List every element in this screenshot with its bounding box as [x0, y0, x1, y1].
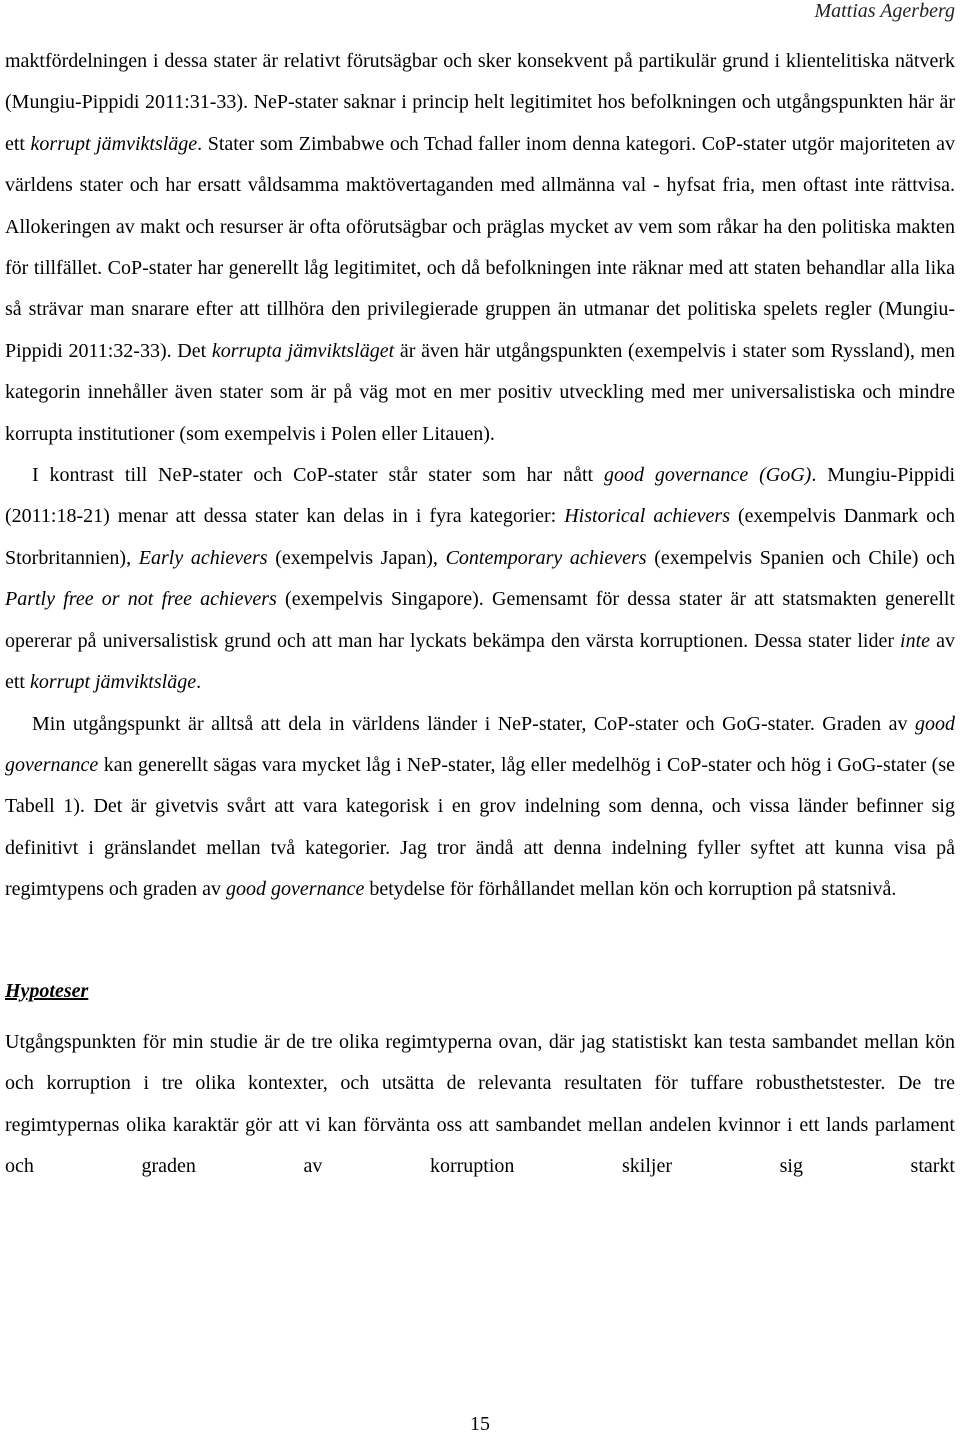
- running-header-author: Mattias Agerberg: [814, 0, 955, 22]
- italic-term: good governance: [5, 712, 955, 776]
- italic-term: good governance: [226, 878, 365, 901]
- section-heading: Hypoteser: [5, 979, 89, 1002]
- text-run: (exempelvis Spanien och Chile) och: [646, 546, 955, 569]
- text-run: (exempelvis Singapore). Gemensamt för dessa stater är att statsmakten generellt opererar på universalistisk grund och att man har lyckats bekämpa den värsta korruptionen. Dessa stater lider: [5, 588, 955, 652]
- section-paragraph: [5, 1022, 955, 1188]
- page-number: 15: [470, 1413, 490, 1435]
- text-run: (exempelvis Japan),: [267, 546, 446, 569]
- text-run: kan generellt sägas vara mycket låg i NeP-stater, låg eller medelhög i CoP-stater och hög i GoG-stater (se Tabell 1). Det är givetvis svårt att vara kategorisk i en grov indelning som denna, och vissa länder befinner sig definitivt i gränslandet mellan två kategorier. Jag tror ändå att denna indelning fyller syftet att kunna visa på regimtypens och graden av: [5, 753, 955, 901]
- italic-term: inte: [900, 629, 931, 652]
- text-run: I kontrast till NeP-stater och CoP-stater står stater som har nått: [32, 464, 604, 487]
- italic-term: Historical achievers: [564, 505, 730, 528]
- text-run: Utgångspunkten för min studie är de tre olika regimtyperna ovan, där jag statistiskt kan testa sambandet mellan kön och korruption i tre olika kontexter, och utsätta de relevanta resultaten för tuffare robusthetstester. De tre regimtypernas olika karaktär gör att vi kan förvänta oss att sambandet mellan andelen kvinnor i ett lands parlament och graden av korruption skiljer sig starkt: [5, 1030, 955, 1178]
- text-run: .: [196, 671, 202, 694]
- text-run: är även här utgångspunkten (exempelvis i stater som Ryssland), men kategorin innehåller även stater som är på väg mot en mer positiv utveckling med mer universalistiska och mindre korrupta institutioner (som exempelvis i Polen eller Litauen).: [5, 339, 956, 445]
- page-body: [5, 41, 955, 1188]
- italic-term: korrupt jämviktsläge: [30, 132, 198, 155]
- text-run: maktfördelningen i dessa stater är relativt förutsägbar och sker konsekvent på partikulär grund i klientelitiska nätverk (Mungiu-Pippidi 2011:31-33). NeP-stater saknar i princip helt legitimitet hos befolkningen och utgångspunkten här är ett: [5, 50, 955, 155]
- text-run: av ett: [5, 629, 955, 694]
- text-run: betydelse för förhållandet mellan kön och korruption på statsnivå.: [364, 878, 897, 901]
- italic-term: korrupta jämviktsläget: [211, 339, 395, 362]
- text-run: . Mungiu-Pippidi (2011:18-21) menar att dessa stater kan delas in i fyra kategorier:: [5, 464, 956, 528]
- body-paragraph-3: [5, 704, 955, 911]
- body-paragraph-1: [5, 41, 955, 455]
- italic-term: Contemporary achievers: [445, 546, 647, 569]
- italic-term: Partly free or not free achievers: [5, 588, 277, 611]
- italic-term: korrupt jämviktsläge: [30, 671, 197, 694]
- italic-term: good governance (GoG): [604, 464, 812, 487]
- text-run: . Stater som Zimbabwe och Tchad faller inom denna kategori. CoP-stater utgör majoriteten av världens stater och har ersatt våldsamma maktövertaganden med allmänna val - hyfsat fria, men oftast inte rättvisa. Allokeringen av makt och resurser är ofta oförutsägbar och präglas mycket av vem som råkar ha den politiska makten för tillfället. CoP-stater har generellt låg legitimitet, och då befolkningen inte räknar med att staten behandlar alla lika så strävar man snarare efter att tillhöra den privilegierade gruppen än utmanar det politiska spelets regler (Mungiu-Pippidi 2011:32-33). Det: [5, 132, 955, 362]
- body-paragraph-2: [5, 455, 955, 703]
- text-run: Min utgångspunkt är alltså att dela in världens länder i NeP-stater, CoP-stater och GoG-stater. Graden av: [32, 712, 915, 735]
- text-run: (exempelvis Danmark och Storbritannien),: [5, 505, 956, 569]
- italic-term: Early achievers: [138, 546, 268, 569]
